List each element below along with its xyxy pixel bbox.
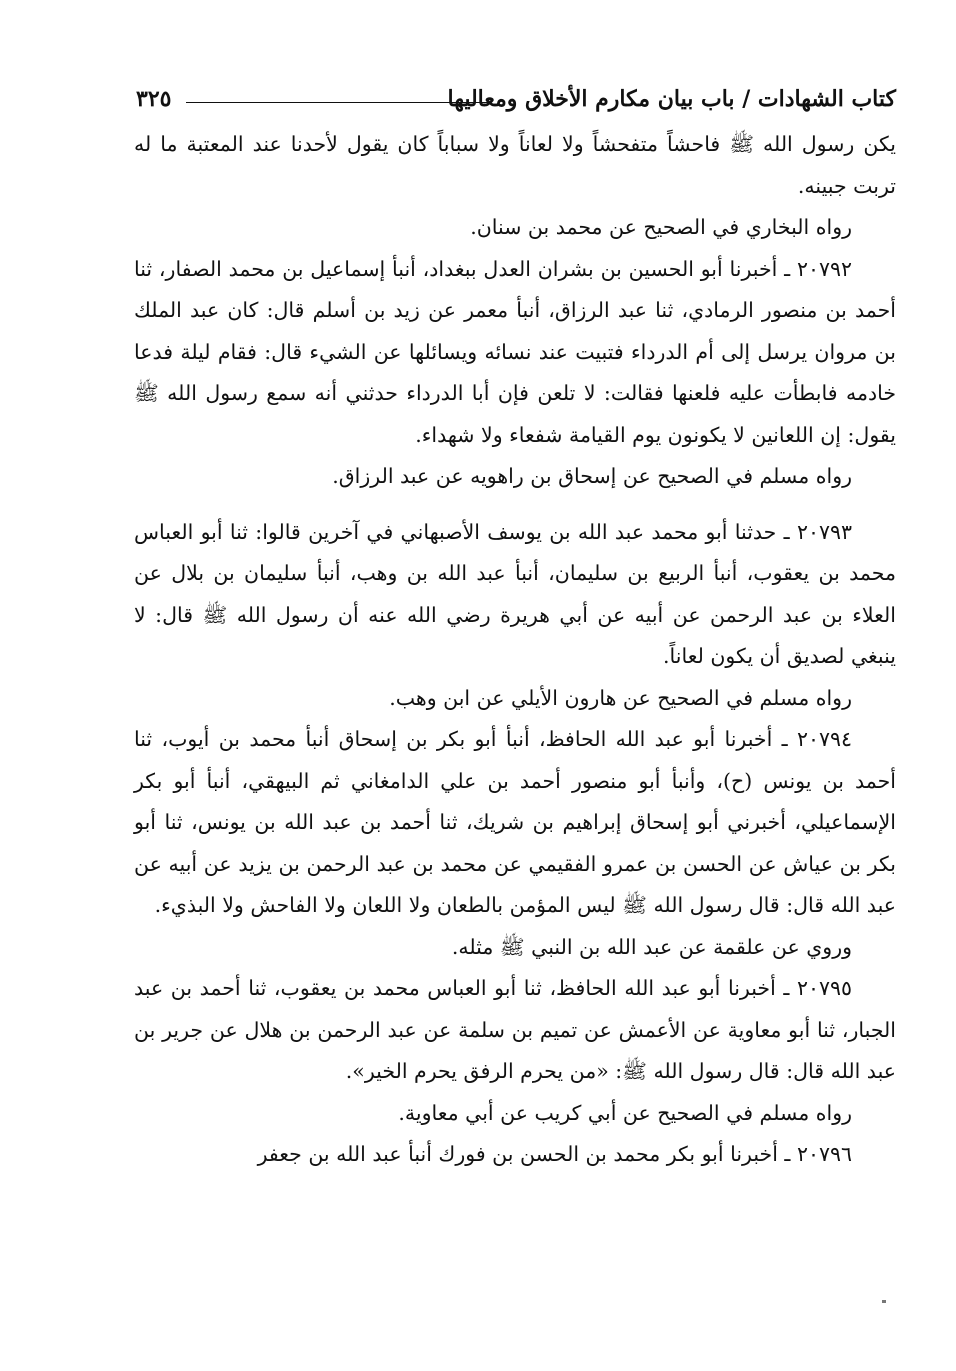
page-number: ٣٢٥ bbox=[136, 86, 172, 112]
header-rule bbox=[186, 102, 491, 103]
paragraph-narration-note: وروي عن علقمة عن عبد الله بن النبي ﷺ مثله. bbox=[451, 934, 852, 959]
running-header bbox=[136, 82, 896, 118]
paragraph-hadith-20795: ٢٠٧٩٥ ـ أخبرنا أبو عبد الله الحافظ، ثنا أبو العباس محمد بن يعقوب، ثنا أحمد بن عبد الجبار، ثنا أبو معاوية عن الأعمش عن تميم بن سلمة عن عبد الرحمن بن هلال عن جرير بن عبد الله قال: قال رسول الله ﷺ: «من يحرم الرفق يحرم الخير». bbox=[134, 976, 896, 1083]
paragraph-narration-note: رواه مسلم في الصحيح عن هارون الأيلي عن ابن وهب. bbox=[389, 685, 852, 710]
paragraph-narration-note: رواه مسلم في الصحيح عن إسحاق بن راهويه عن عبد الرزاق. bbox=[332, 464, 852, 488]
paragraph-hadith-20792: ٢٠٧٩٢ ـ أخبرنا أبو الحسين بن بشران العدل ببغداد، أنبأ إسماعيل بن محمد الصفار، ثنا أحمد بن منصور الرمادي، ثنا عبد الرزاق، أنبأ معمر عن زيد بن أسلم قال: كان عبد الملك بن مروان يرسل إلى أم الدرداء فتبيت عند نسائه ويسائلها عن الشيء قال: فقام ليلة فدعا خادمه فابطأت عليه فلعنها فقالت: لا تلعن فإن أبا الدرداء حدثني أنه سمع رسول الله ﷺ يقول: إن اللعانين لا يكونون يوم القيامة شفعاء ولا شهداء. bbox=[134, 256, 896, 447]
paragraph-hadith-20793: ٢٠٧٩٣ ـ حدثنا أبو محمد عبد الله بن يوسف الأصبهاني في آخرين قالوا: ثنا أبو العباس محمد بن يعقوب، أنبأ الربيع بن سليمان، أنبأ عبد الله بن وهب، أنبأ سليمان بن بلال عن العلاء بن عبد الرحمن عن أبيه عن أبي هريرة رضي الله عنه أن رسول الله ﷺ قال: لا ينبغي لصديق أن يكون لعاناً. bbox=[134, 519, 896, 668]
paragraph-hadith-20794: ٢٠٧٩٤ ـ أخبرنا أبو عبد الله الحافظ، أنبأ أبو بكر بن إسحاق أنبأ محمد بن أيوب، ثنا أحمد بن يونس (ح)، وأنبأ أبو منصور أحمد بن علي الدامغاني ثم البيهقي، أنبأ أبو بكر الإسماعيلي، أخبرني أبو إسحاق إبراهيم بن شريك، ثنا أحمد بن عبد الله بن يونس، ثنا أبو بكر بن عياش عن الحسن بن عمرو الفقيمي عن محمد بن عبد الرحمن بن يزيد عن أبيه عن عبد الله قال: قال رسول الله ﷺ ليس المؤمن بالطعان ولا اللعان ولا الفاحش ولا البذيء. bbox=[134, 727, 896, 917]
page-speck bbox=[882, 1300, 886, 1303]
paragraph-continuation: يكن رسول الله ﷺ فاحشاً متفحشاً ولا لعاناً ولا سباباً كان يقول لأحدنا عند المعتبة ما له تربت جبينه. bbox=[134, 132, 896, 198]
page-body bbox=[134, 124, 896, 1324]
chapter-title: كتاب الشهادات / باب بيان مكارم الأخلاق ومعاليها bbox=[447, 86, 896, 112]
paragraph-hadith-20796: ٢٠٧٩٦ ـ أخبرنا أبو بكر محمد بن الحسن بن فورك أنبأ عبد الله بن جعفر bbox=[257, 1142, 852, 1166]
paragraph-narration-note: رواه البخاري في الصحيح عن محمد بن سنان. bbox=[470, 215, 852, 239]
paragraph-narration-note: رواه مسلم في الصحيح عن أبي كريب عن أبي معاوية. bbox=[398, 1100, 852, 1125]
